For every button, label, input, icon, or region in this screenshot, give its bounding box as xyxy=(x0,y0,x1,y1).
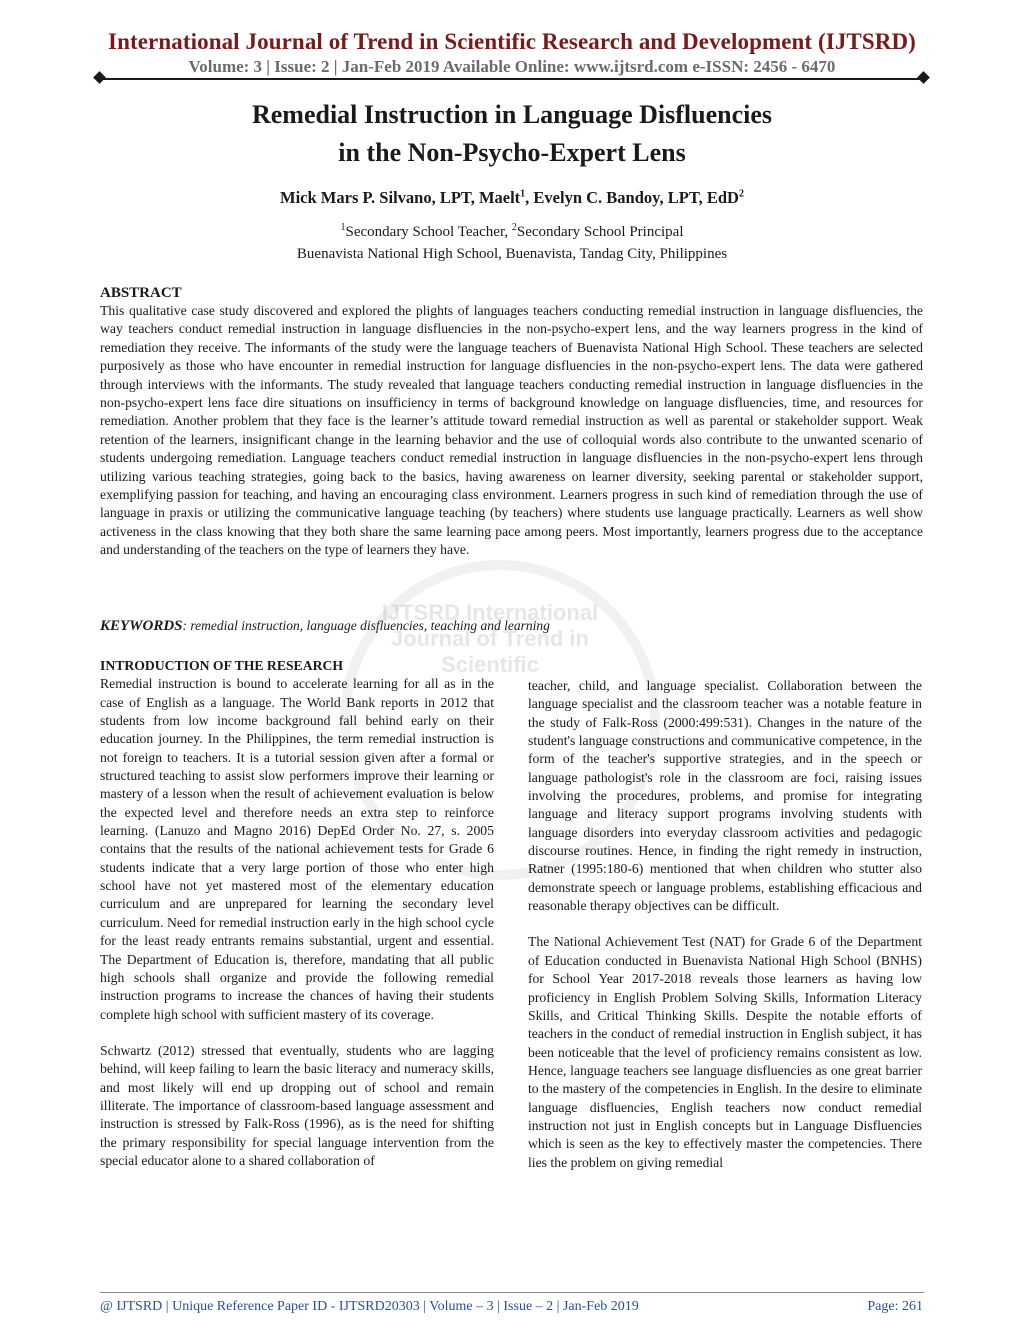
author-1-sup: 1 xyxy=(520,188,526,200)
paper-title xyxy=(0,96,1024,172)
paper-title-line2: in the Non-Psycho-Expert Lens xyxy=(338,138,686,167)
header-divider xyxy=(100,78,924,80)
body-paragraph: teacher, child, and language specialist. Collaboration between the language specialist and the classroom teacher was a notable feature in the study of Falk-Ross (2000:499:531). Changes in the nature of the student's language constructions and communicative competence, in the form of the teacher's supportive strategies, and in the speech or language pathologist's role in the classroom are foci, raising issues involving the procedures, problems, and promise for integrating language and literacy support programs involving students with language disorders into everyday classroom activities and pedagogic discourse routines. Hence, in finding the right remedy in instruction, Ratner (1995:180-6) mentioned that when children who stutter also demonstrate speech or language problems, establishing efficacious and reasonable therapy objectives can be difficult. xyxy=(528,678,922,914)
journal-header xyxy=(0,28,1024,78)
abstract-heading: ABSTRACT xyxy=(100,285,182,301)
body-paragraph: The National Achievement Test (NAT) for Grade 6 of the Department of Education conducted in Buenavista National High School (BNHS) for School Year 2017-2018 reveals those learners as having low proficiency in English Problem Solving Skills, Information Literacy Skills, and Critical Thinking Skills. Despite the notable efforts of teachers in the conduct of remedial instruction in English subject, it has been noticeable that the level of proficiency remains consistent as low. Hence, language teachers see language disfluencies as one great barrier to the mastery of the competencies in English. In the desire to eliminate language disfluencies, English teachers now conduct remedial instruction not just in English concepts but in Language Disfluencies which is seen as the key to effectively master the competencies. There lies the problem on giving remedial xyxy=(528,934,922,1170)
affil-role-2: Secondary School Principal xyxy=(516,224,684,240)
footer-page-number: Page: 261 xyxy=(867,1299,923,1314)
affiliation-roles xyxy=(0,221,1024,243)
journal-title: International Journal of Trend in Scientific Research and Development (IJTSRD) xyxy=(108,29,916,54)
body-paragraph: Remedial instruction is bound to accelerate learning for all as in the case of English as a language. The World Bank reports in 2012 that students from low income background fall behind early on their education journey. In the Philippines, the term remedial instruction is not foreign to teachers. It is a tutorial session given after a formal or structured teaching to assist slow performers improve their learning or mastery of a lesson when the result of achievement evaluation is below the expected level and therefore needs an extra step to reinforce learning. (Lanuzo and Magno 2016) DepEd Order No. 27, s. 2005 contains that the results of the national achievement tests for Grade 6 students indicate that a very large portion of those who enter high school have not yet mastered most of the elementary education curriculum and are unprepared for learning the secondary level curriculum. Need for remedial instruction early in the high school cycle for the least ready entrants remains substantial, urgent and essential. The Department of Education is, therefore, mandating that all public high schools shall organize and provide the following remedial instruction programs to increase the chances of having their students complete high school with sufficient mastery of its coverage. xyxy=(100,676,494,1022)
affiliation-institution: Buenavista National High School, Buenavista, Tandag City, Philippines xyxy=(296,246,728,262)
affil-sup-2: 2 xyxy=(511,222,517,233)
journal-meta: Volume: 3 | Issue: 2 | Jan-Feb 2019 Available Online: www.ijtsrd.com e-ISSN: 2456 - 6470 xyxy=(188,57,836,76)
abstract-body: This qualitative case study discovered and explored the plights of languages teachers conducting remedial instruction in language disfluencies, the way teachers conduct remedial instruction in language disfluencies in the non-psycho-expert lens, and the way learners progress in the kind of remediation they receive. The informants of the study were the language teachers of Buenavista National High School. These teachers are selected purposively as those who have encounter in remedial instruction for language disfluencies in the non-psycho-expert lens. The data were gathered through interviews with the informants. The study revealed that language teachers conducting remedial instruction in language disfluencies in the non-psycho-expert lens face dire situations on insufficiency in terms of background knowledge on language disfluencies, time, and resources for remediation. Another problem that they face is the learner’s attitude toward remedial instruction as well as parental or stakeholder support. Weak retention of the learners, insignificant change in the learning behavior and the use of colloquial words also contribute to the unwanted scenario of students undergoing remediation. Language teachers conduct remedial instruction in language disfluencies in the non-psycho-expert lens through utilizing various teaching strategies, going back to the basics, having awareness on learner diversity, seeking parental or stakeholder support, exemplifying passion for teaching, and having an encouraging class environment. Learners progress in such kind of remediation through the use of language in praxis or utilizing the communicative language teaching (by teachers) where students use language practically. Learners as well show activeness in the class knowing that they both share the same learning pace among peers. Most importantly, learners progress due to the acceptance and understanding of the teachers on the type of learners they have. xyxy=(100,303,923,558)
affil-sup-1: 1 xyxy=(340,222,346,233)
author-2: , Evelyn C. Bandoy, LPT, EdD xyxy=(525,188,739,207)
paper-title-line1: Remedial Instruction in Language Disfluencies xyxy=(251,100,773,129)
keywords xyxy=(100,618,923,635)
section-heading-introduction: INTRODUCTION OF THE RESEARCH xyxy=(100,658,343,673)
keywords-label: KEYWORDS xyxy=(100,618,183,634)
body-column-left xyxy=(100,657,494,1188)
affil-role-1: Secondary School Teacher, xyxy=(345,224,512,240)
abstract-section xyxy=(100,284,923,560)
footer-reference: @ IJTSRD | Unique Reference Paper ID - IJTSRD20303 | Volume – 3 | Issue – 2 | Jan-Feb 2019 xyxy=(100,1299,639,1314)
body-paragraph: Schwartz (2012) stressed that eventually, students who are lagging behind, will keep failing to learn the basic literacy and numeracy skills, and most likely will end up dropping out of school and remain illiterate. The importance of classroom-based language assessment and instruction is stressed by Falk-Ross (1996), as is the need for shifting the primary responsibility for special language intervention from the special educator alone to a shared collaboration of xyxy=(100,1042,494,1168)
keywords-text: : remedial instruction, language disfluencies, teaching and learning xyxy=(182,618,550,633)
body-column-right xyxy=(528,677,922,1190)
authors xyxy=(0,188,1024,208)
watermark-text: IJTSRD International Journal of Trend in Scientific xyxy=(381,600,599,677)
footer-divider xyxy=(100,1292,924,1293)
author-2-sup: 2 xyxy=(738,188,744,200)
author-1: Mick Mars P. Silvano, LPT, Maelt xyxy=(280,188,521,207)
affiliations xyxy=(0,221,1024,265)
